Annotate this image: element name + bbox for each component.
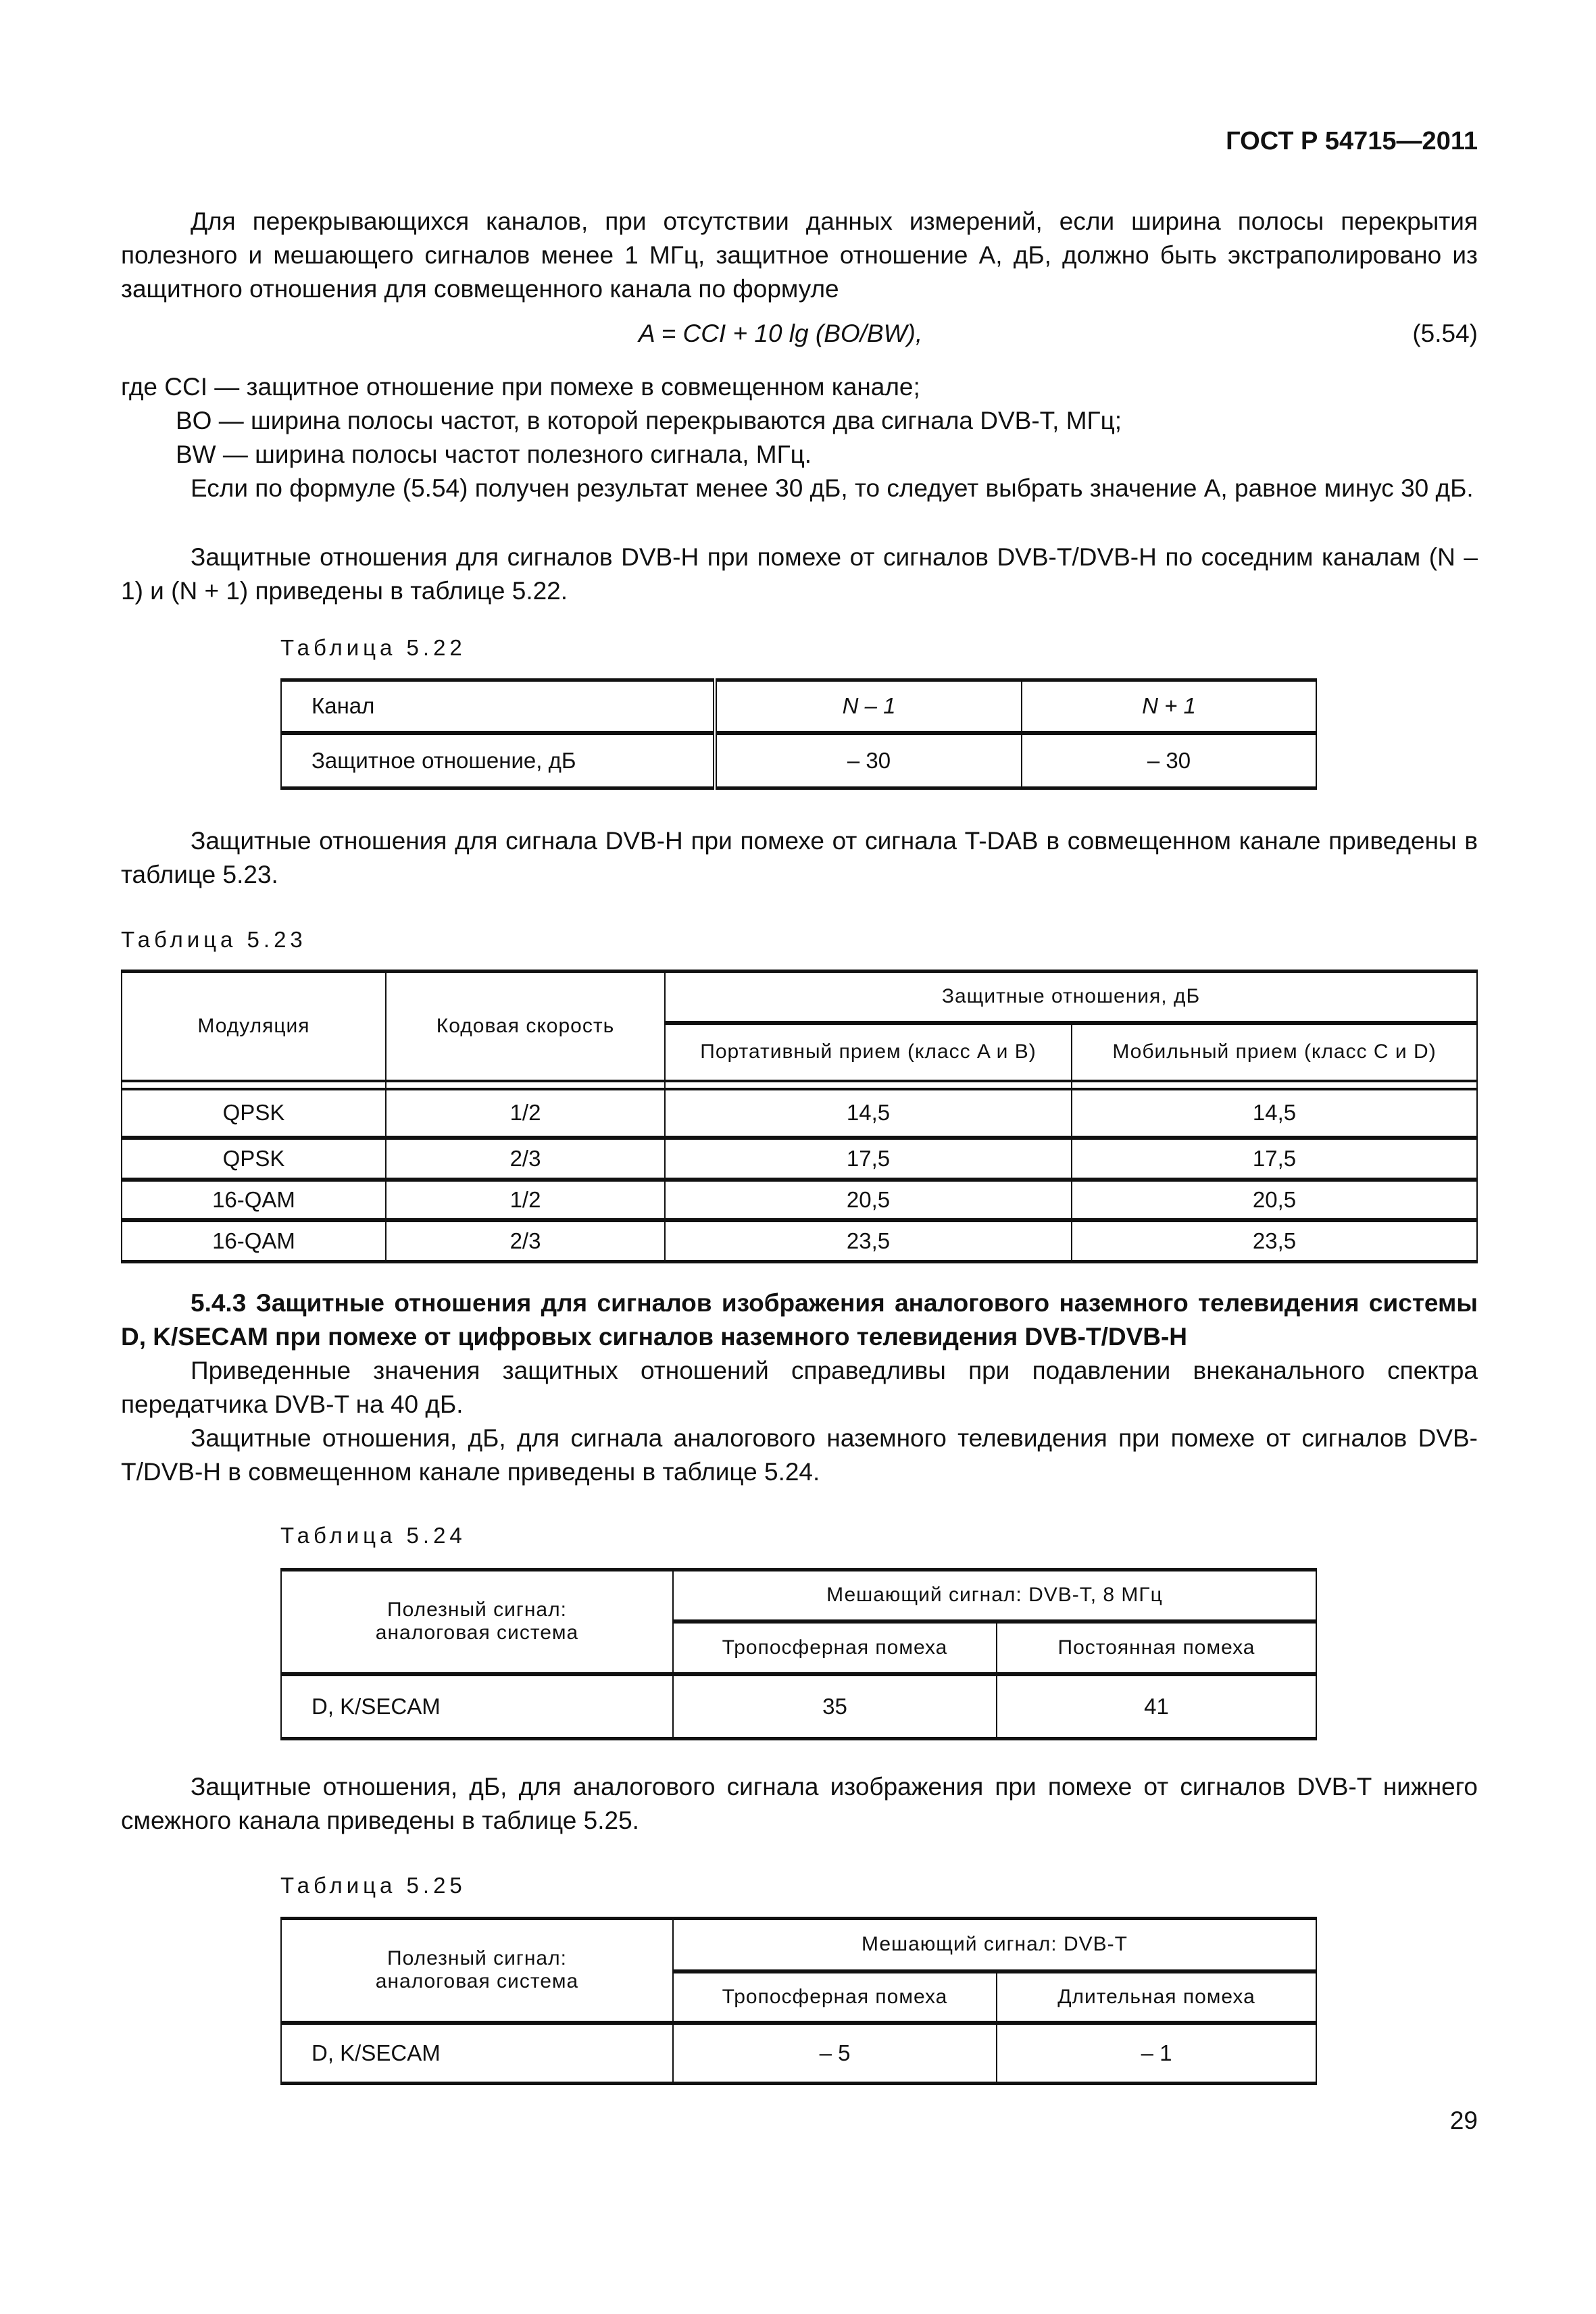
where-line: BW — ширина полосы частот полезного сигнала, МГц. [176, 441, 812, 468]
paragraph: Если по формуле (5.54) получен результат менее 30 дБ, то следует выбрать значение A, равное минус 30 дБ. [191, 474, 1474, 502]
where-line: BO — ширина полосы частот, в которой перекрываются два сигнала DVB-T, МГц; [176, 407, 1122, 434]
table-row [281, 2023, 1316, 2084]
document-header: ГОСТ Р 54715—2011 [1226, 127, 1478, 155]
header-cell: Мобильный прием (класс C и D) [1072, 1023, 1477, 1081]
header-cell: Защитные отношения, дБ [665, 972, 1477, 1023]
table-caption: Таблица 5.22 [280, 635, 466, 660]
table-caption: Таблица 5.25 [280, 1873, 466, 1898]
header-cell: Длительная помеха [997, 1971, 1316, 2023]
header-cell: Полезный сигнал: аналоговая система [281, 1570, 673, 1674]
header-cell: Мешающий сигнал: DVB-T [673, 1919, 1316, 1971]
header-cell: Мешающий сигнал: DVB-T, 8 МГц [673, 1570, 1316, 1621]
cell [665, 1081, 1072, 1089]
cell: D, K/SECAM [281, 1674, 673, 1739]
table-5-24 [280, 1568, 1317, 1740]
cell: N + 1 [1022, 680, 1316, 733]
paragraph: Защитные отношения для сигнала DVB-H при помехе от сигнала T-DAB в совмещенном канале приведены в таблице 5.23. [121, 827, 1478, 888]
cell [386, 1081, 665, 1089]
cell: 23,5 [665, 1220, 1072, 1262]
cell: 16-QAM [122, 1220, 386, 1262]
cell: 20,5 [1072, 1180, 1477, 1220]
cell: 2/3 [386, 1220, 665, 1262]
header-cell: Тропосферная помеха [673, 1971, 997, 2023]
cell: – 5 [673, 2023, 997, 2084]
header-cell: Постоянная помеха [997, 1621, 1316, 1674]
table-caption: Таблица 5.24 [280, 1523, 466, 1548]
cell: D, K/SECAM [281, 2023, 673, 2084]
header-cell: Модуляция [122, 972, 386, 1081]
page-number: 29 [1449, 2107, 1478, 2134]
cell: QPSK [122, 1089, 386, 1138]
cell: Защитное отношение, дБ [281, 733, 715, 788]
formula: A = CCI + 10 lg (BO/BW), [639, 320, 923, 347]
section-heading: 5.4.3 Защитные отношения для сигналов изображения аналогового наземного телевидения системы D, K/SECAM при помехе от цифровых сигналов наземного телевидения DVB-T/DVB-H [121, 1289, 1478, 1351]
cell: – 30 [715, 733, 1022, 788]
paragraph: Для перекрывающихся каналов, при отсутствии данных измерений, если ширина полосы перекрытия полезного и мешающего сигналов менее 1 МГц, защитное отношение A, дБ, должно быть экстраполировано из защитного отношения для совмещенного канала по формуле [121, 207, 1478, 303]
cell: 14,5 [665, 1089, 1072, 1138]
cell: Канал [281, 680, 715, 733]
header-cell: Полезный сигнал: аналоговая система [281, 1919, 673, 2023]
where-line: где CCI — защитное отношение при помехе в совмещенном канале; [121, 373, 920, 401]
table-row [122, 1089, 1477, 1138]
paragraph: Защитные отношения, дБ, для аналогового сигнала изображения при помехе от сигналов DVB-T нижнего смежного канала приведены в таблице 5.25. [121, 1773, 1478, 1834]
table-caption: Таблица 5.23 [121, 927, 307, 952]
table-5-25 [280, 1917, 1317, 2085]
cell [122, 1081, 386, 1089]
cell: 20,5 [665, 1180, 1072, 1220]
cell: QPSK [122, 1138, 386, 1180]
header-cell: Портативный прием (класс A и B) [665, 1023, 1072, 1081]
cell: 17,5 [665, 1138, 1072, 1180]
cell: 23,5 [1072, 1220, 1477, 1262]
cell: 14,5 [1072, 1089, 1477, 1138]
cell: 16-QAM [122, 1180, 386, 1220]
cell: 17,5 [1072, 1138, 1477, 1180]
cell: – 1 [997, 2023, 1316, 2084]
header-cell: Тропосферная помеха [673, 1621, 997, 1674]
table-row [122, 1138, 1477, 1180]
table-row [281, 1674, 1316, 1739]
table-5-23 [121, 970, 1478, 1263]
cell: 1/2 [386, 1089, 665, 1138]
cell: 35 [673, 1674, 997, 1739]
cell [1072, 1081, 1477, 1089]
header-cell: Кодовая скорость [386, 972, 665, 1081]
table-row [122, 1180, 1477, 1220]
paragraph: Защитные отношения для сигналов DVB-H при помехе от сигналов DVB-T/DVB-H по соседним каналам (N – 1) и (N + 1) приведены в таблице 5.22. [121, 543, 1478, 605]
cell: N – 1 [715, 680, 1022, 733]
paragraph: Защитные отношения, дБ, для сигнала аналогового наземного телевидения при помехе от сигналов DVB-T/DVB-H в совмещенном канале приведены в таблице 5.24. [121, 1424, 1478, 1486]
cell: 41 [997, 1674, 1316, 1739]
cell: 2/3 [386, 1138, 665, 1180]
paragraph: Приведенные значения защитных отношений справедливы при подавлении внеканального спектра передатчика DVB-T на 40 дБ. [121, 1357, 1478, 1418]
formula-number: (5.54) [1412, 320, 1478, 347]
table-row [122, 1220, 1477, 1262]
cell: 1/2 [386, 1180, 665, 1220]
cell: – 30 [1022, 733, 1316, 788]
table-5-22 [280, 678, 1317, 790]
